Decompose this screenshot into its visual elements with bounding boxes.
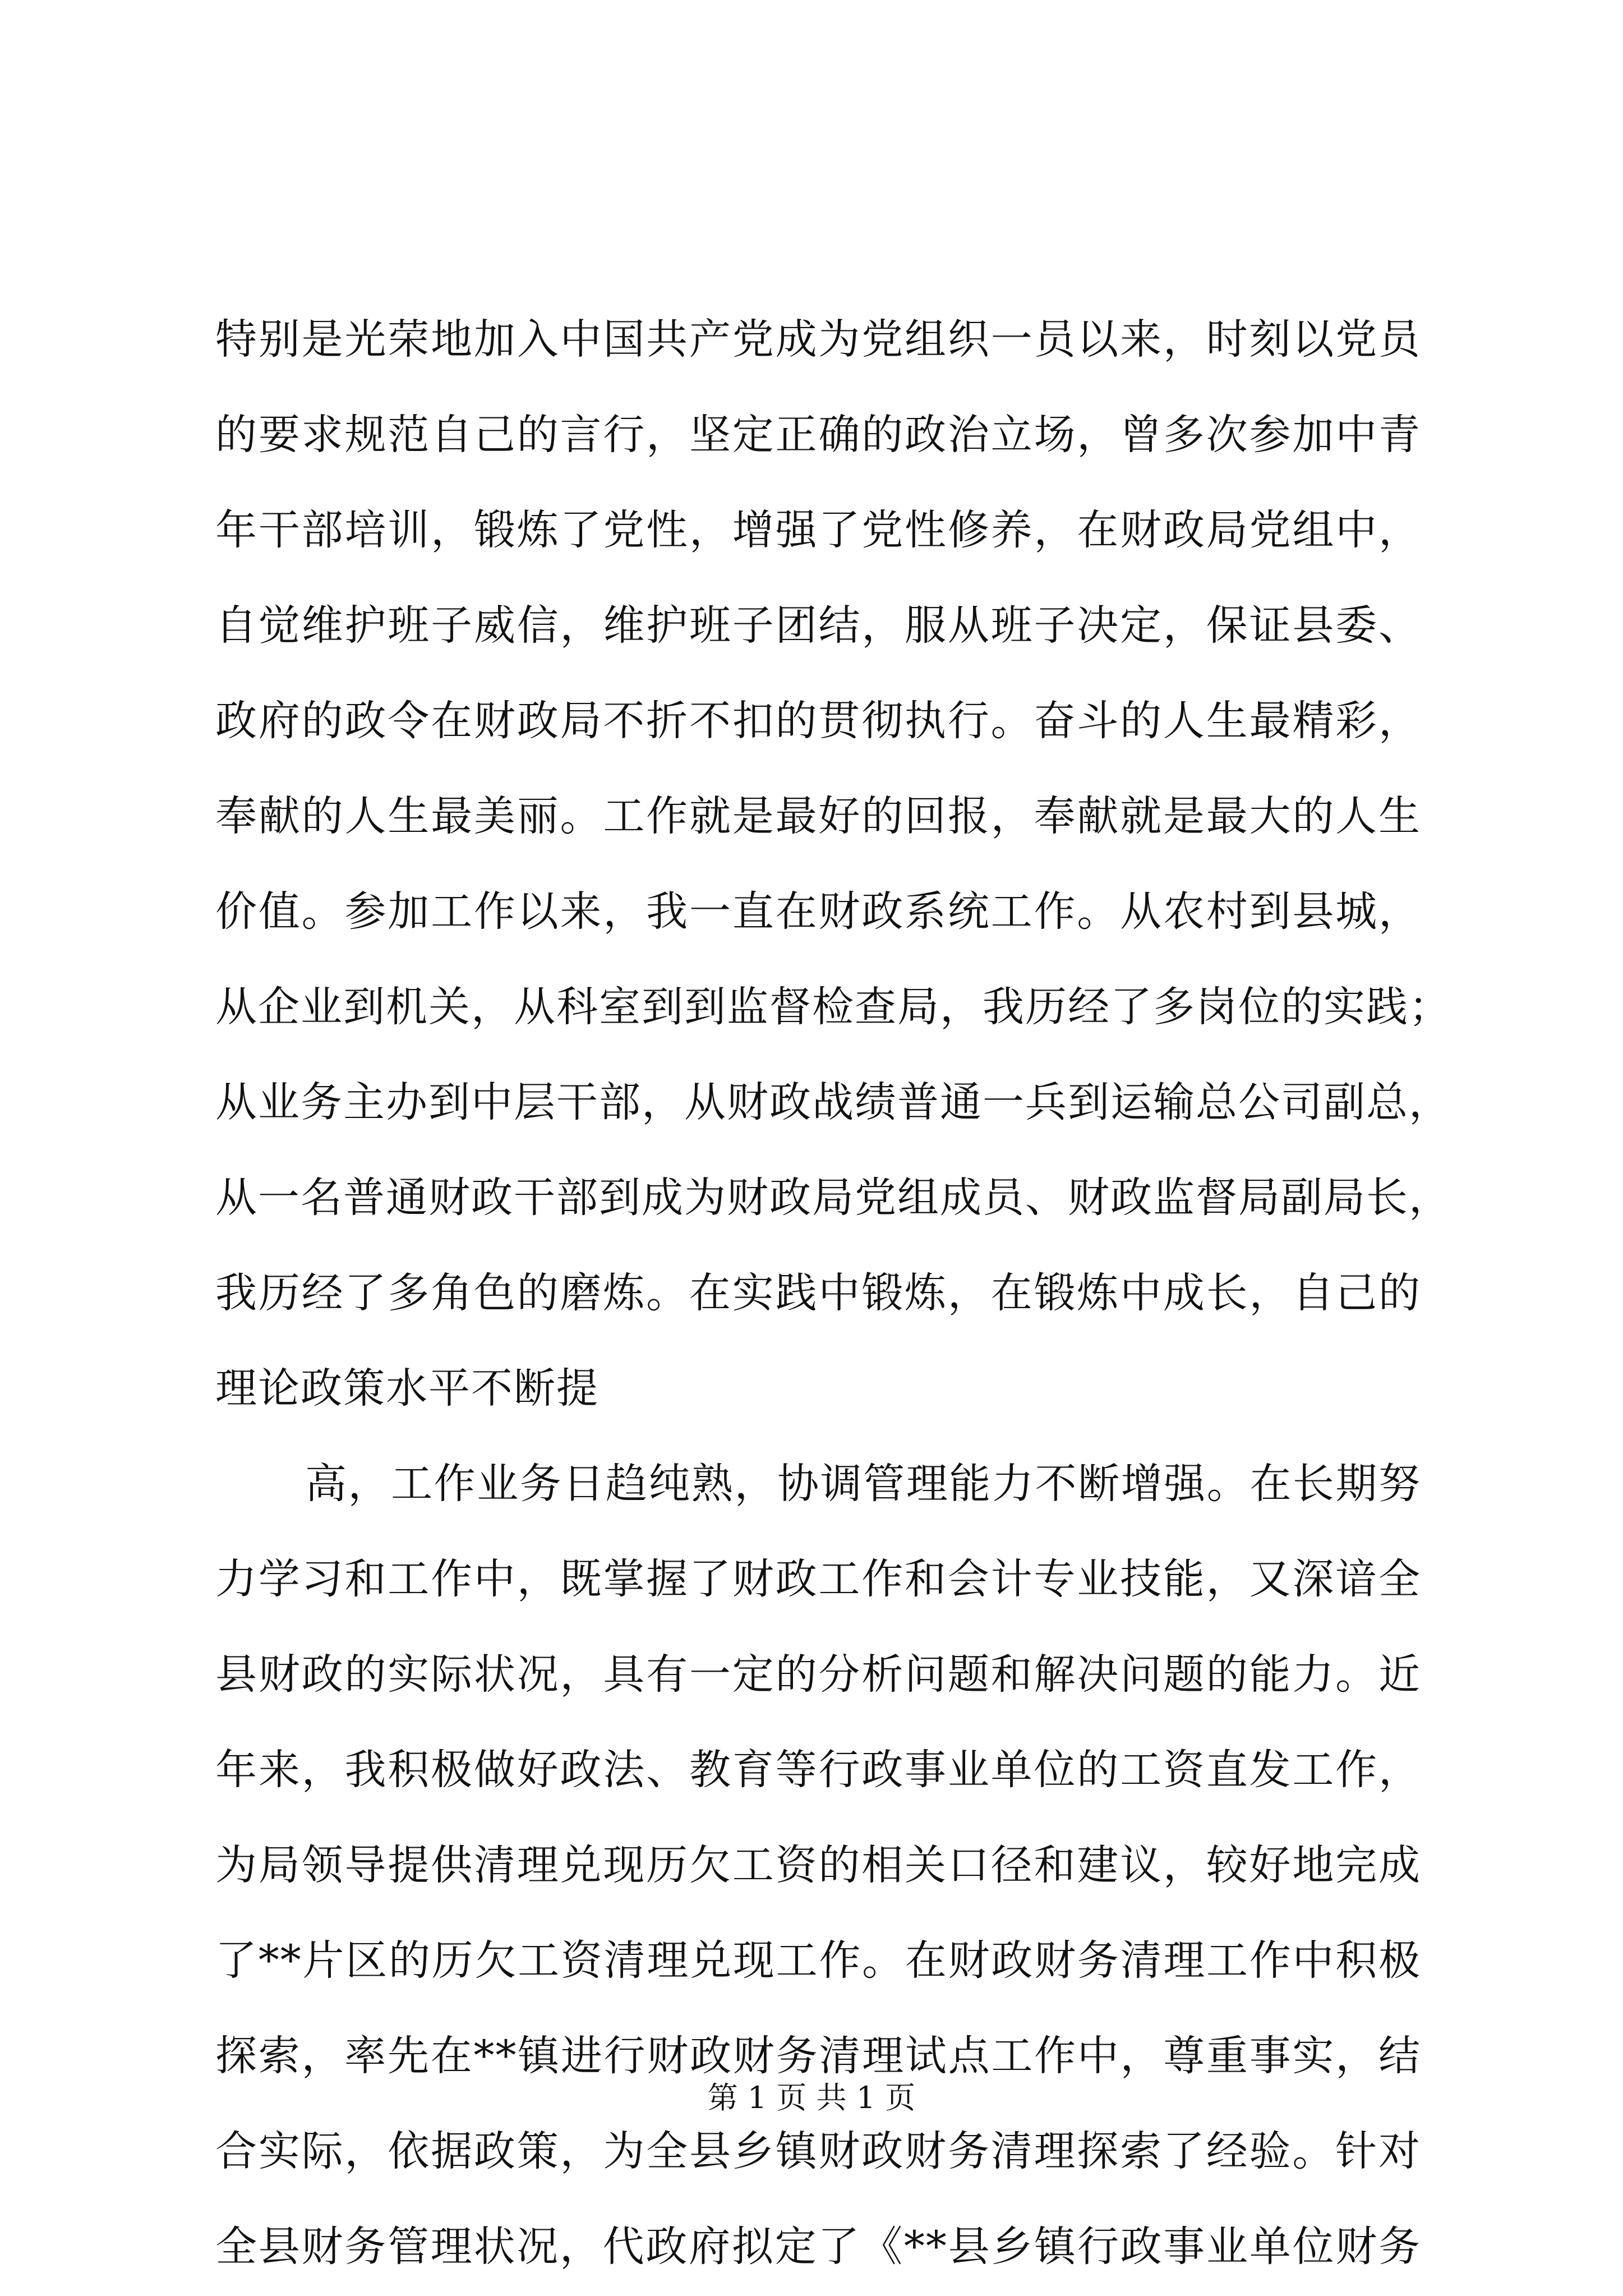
text-line: 力学习和工作中，既掌握了财政工作和会计专业技能，又深谙全 xyxy=(215,1555,1421,1603)
text-line: 年来，我积极做好政法、教育等行政事业单位的工资直发工作， xyxy=(215,1746,1421,1794)
text-line: 高，工作业务日趋纯熟，协调管理能力不断增强。在长期努 xyxy=(305,1460,1421,1508)
text-line: 从业务主办到中层干部，从财政战绩普通一兵到运输总公司副总， xyxy=(215,1078,1451,1126)
text-line: 从一名普通财政干部到成为财政局党组成员、财政监督局副局长， xyxy=(215,1174,1451,1222)
text-line: 特别是光荣地加入中国共产党成为党组织一员以来，时刻以党员 xyxy=(215,315,1421,364)
page-number-footer: 第 1 页 共 1 页 xyxy=(707,2080,916,2115)
text-line: 为局领导提供清理兑现历欠工资的相关口径和建议，较好地完成 xyxy=(215,1841,1421,1889)
paragraph-2 xyxy=(215,1436,1421,2294)
text-line: 合实际，依据政策，为全县乡镇财政财务清理探索了经验。针对 xyxy=(215,2127,1421,2175)
text-line: 的要求规范自己的言行，坚定正确的政治立场，曾多次参加中青 xyxy=(215,411,1421,459)
text-line: 年干部培训，锻炼了党性，增强了党性修养，在财政局党组中， xyxy=(215,506,1421,554)
text-line: 了**片区的历欠工资清理兑现工作。在财政财务清理工作中积极 xyxy=(215,1936,1421,1985)
text-line: 我历经了多角色的磨炼。在实践中锻炼，在锻炼中成长，自己的 xyxy=(215,1269,1421,1317)
text-line: 理论政策水平不断提 xyxy=(215,1364,599,1412)
text-line: 奉献的人生最美丽。工作就是最好的回报，奉献就是最大的人生 xyxy=(215,792,1421,840)
text-line: 政府的政令在财政局不折不扣的贯彻执行。奋斗的人生最精彩， xyxy=(215,697,1421,745)
text-line: 探索，率先在**镇进行财政财务清理试点工作中，尊重事实，结 xyxy=(215,2032,1421,2080)
text-line: 价值。参加工作以来，我一直在财政系统工作。从农村到县城， xyxy=(215,887,1421,936)
text-line: 自觉维护班子威信，维护班子团结，服从班子决定，保证县委、 xyxy=(215,601,1421,650)
document-body xyxy=(215,292,1451,2294)
text-line: 从企业到机关，从科室到到监督检查局，我历经了多岗位的实践； xyxy=(215,983,1451,1031)
text-line: 县财政的实际状况，具有一定的分析问题和解决问题的能力。近 xyxy=(215,1650,1421,1699)
text-line: 全县财务管理状况，代政府拟定了《**县乡镇行政事业单位财务 xyxy=(215,2223,1421,2271)
paragraph-1 xyxy=(215,292,1451,1436)
